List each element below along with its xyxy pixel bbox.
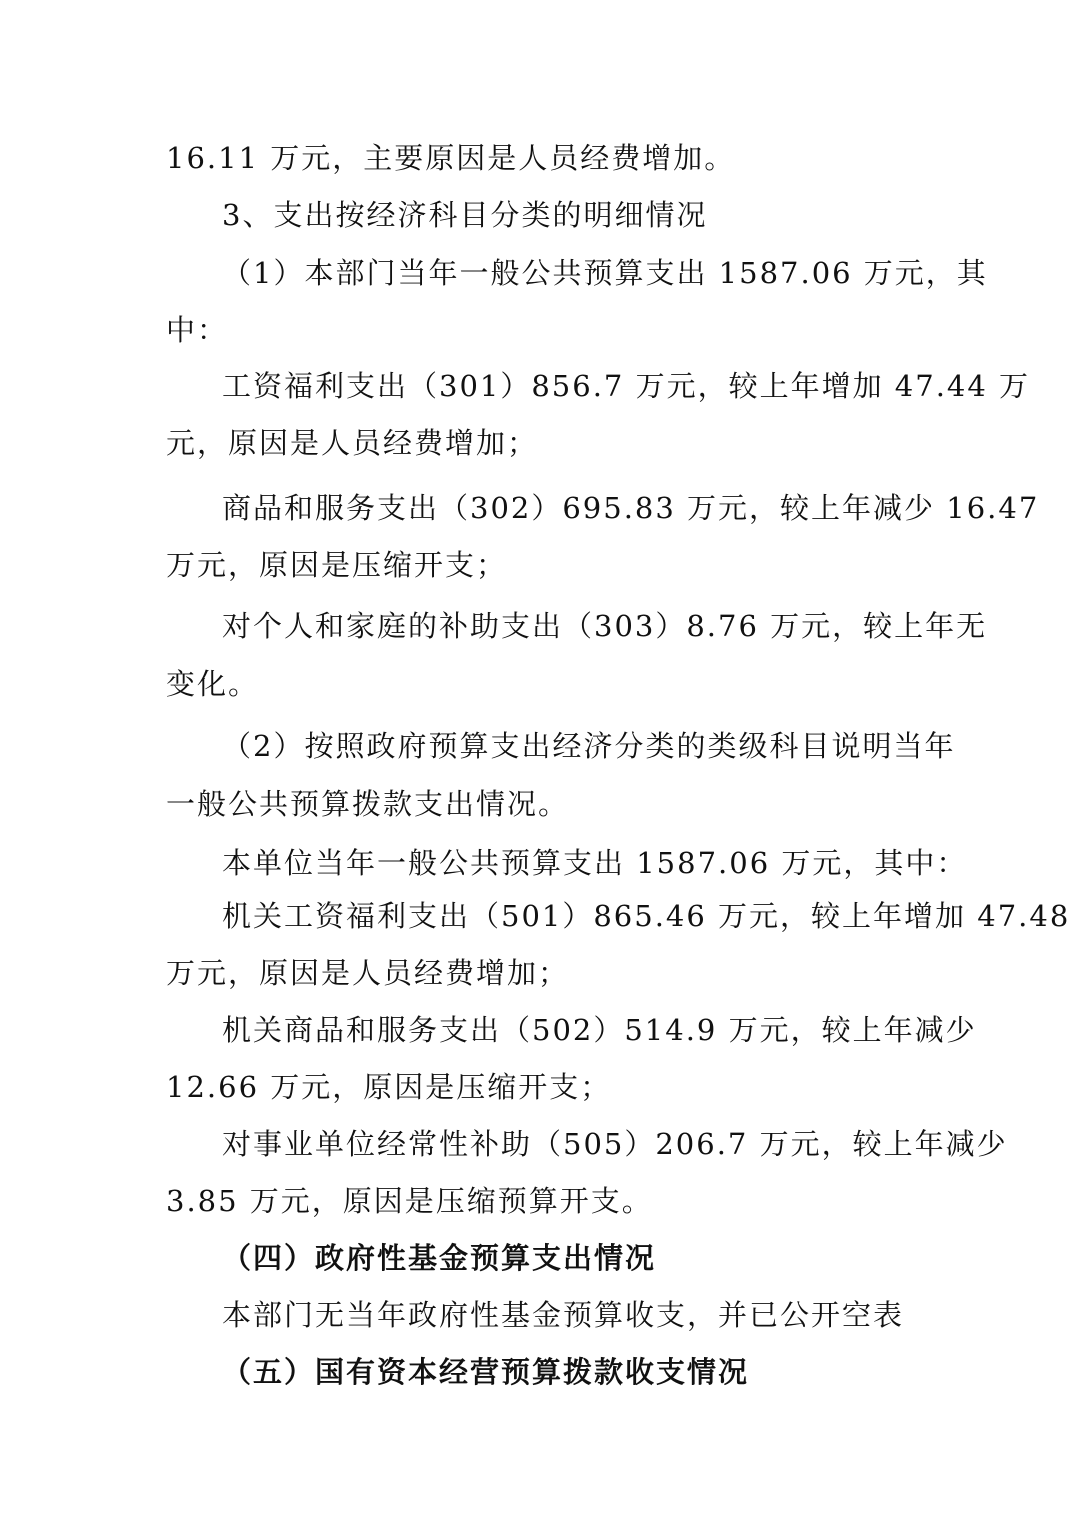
text-line-16: 机关商品和服务支出（502）514.9 万元，较上年减少: [222, 1013, 977, 1047]
text-line-11: （2）按照政府预算支出经济分类的类级科目说明当年: [222, 729, 956, 763]
text-line-5: 工资福利支出（301）856.7 万元，较上年增加 47.44 万: [222, 369, 1031, 403]
text-line-18: 对事业单位经常性补助（505）206.7 万元，较上年减少: [222, 1127, 1008, 1161]
text-line-7: 商品和服务支出（302）695.83 万元，较上年减少 16.47: [222, 491, 1040, 525]
text-line-14: 机关工资福利支出（501）865.46 万元，较上年增加 47.48: [222, 899, 1071, 933]
text-line-12: 一般公共预算拨款支出情况。: [166, 787, 570, 821]
text-line-21: 本部门无当年政府性基金预算收支，并已公开空表: [222, 1298, 905, 1332]
text-line-8: 万元，原因是压缩开支；: [166, 548, 508, 582]
text-line-13: 本单位当年一般公共预算支出 1587.06 万元，其中：: [222, 846, 968, 880]
text-line-19: 3.85 万元，原因是压缩预算开支。: [166, 1184, 653, 1218]
text-line-17: 12.66 万元，原因是压缩开支；: [166, 1070, 612, 1104]
text-line-3: （1）本部门当年一般公共预算支出 1587.06 万元，其: [222, 256, 988, 290]
section-heading-5: （五）国有资本经营预算拨款收支情况: [222, 1355, 750, 1389]
text-line-2: 3、支出按经济科目分类的明细情况: [222, 198, 708, 232]
text-line-1: 16.11 万元，主要原因是人员经费增加。: [166, 141, 736, 175]
text-line-4: 中：: [166, 313, 229, 347]
text-line-6: 元，原因是人员经费增加；: [166, 426, 539, 460]
section-heading-4: （四）政府性基金预算支出情况: [222, 1241, 657, 1275]
text-line-10: 变化。: [166, 667, 260, 701]
text-line-9: 对个人和家庭的补助支出（303）8.76 万元，较上年无: [222, 609, 988, 643]
text-line-15: 万元，原因是人员经费增加；: [166, 956, 570, 990]
